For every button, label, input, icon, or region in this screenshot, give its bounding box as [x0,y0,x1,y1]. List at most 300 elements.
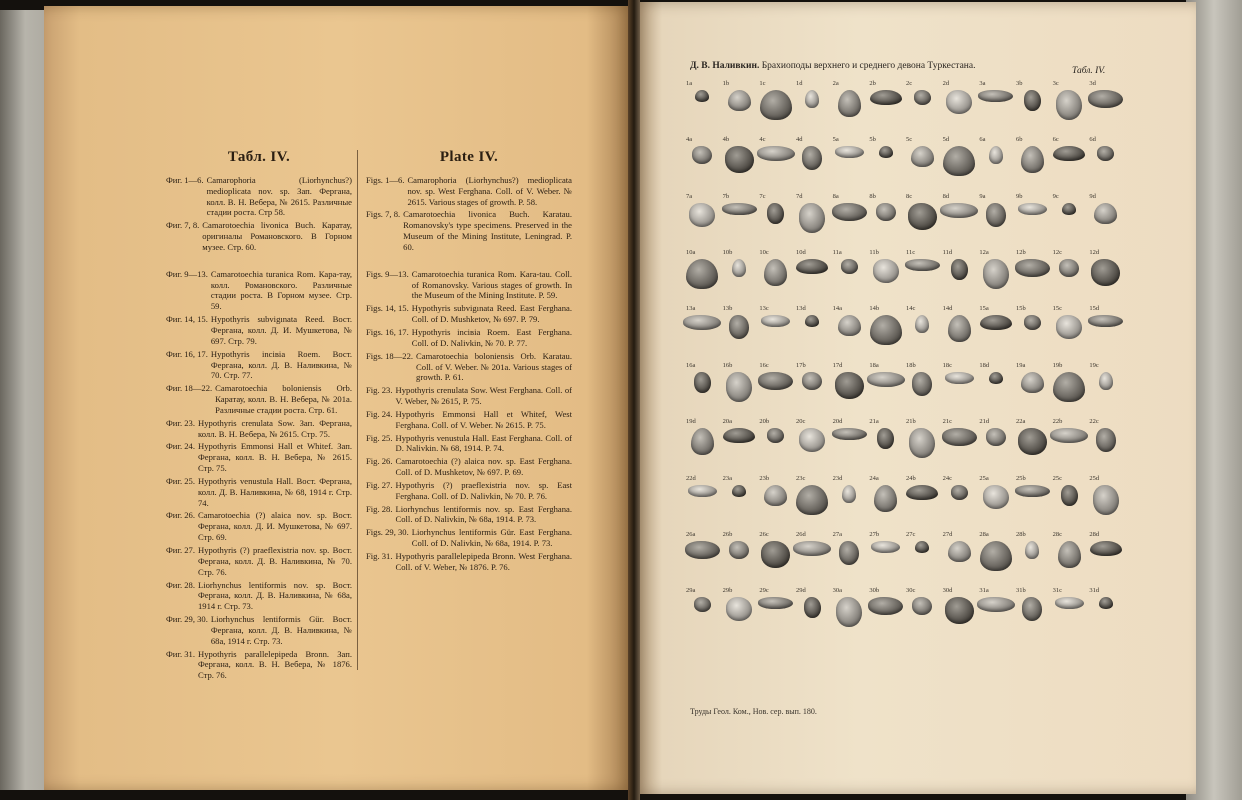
brachiopod-specimen [989,372,1003,384]
specimen-label: 6a [979,136,986,144]
brachiopod-specimen [732,485,746,497]
russian-caption-entry [166,649,352,682]
caption-text: Liorhynchus lentiformis Gür. East Ferghana. Coll. of D. Nalivkin, № 68a, 1914. P. 73. [411,527,572,549]
english-caption-entry [366,527,572,549]
specimen-label: 25b [1016,474,1026,482]
russian-caption-entry [166,269,352,312]
russian-caption-entry [166,383,352,416]
english-caption-entry [366,327,572,349]
specimen-label: 28d [1089,530,1100,538]
plate-number-label: Табл. IV. [1072,66,1106,76]
russian-plate-title: Табл. IV. [227,149,291,165]
brachiopod-specimen [951,259,968,280]
caption-text: Camarotoechia turanica Rom. Kara-tau. Coll. of Romanovsky. Various stages of growth. In the Museum of the Mining Institute. P. 59. [411,268,572,301]
brachiopod-specimen [732,259,746,277]
brachiopod-specimen [758,372,793,390]
brachiopod-specimen [835,146,864,158]
specimen-label: 15a [979,305,989,313]
brachiopod-specimen [695,90,709,102]
specimen-label: 14c [906,305,916,313]
brachiopod-specimen [1091,259,1120,286]
brachiopod-specimen [688,485,717,497]
specimen-label: 25c [1052,474,1063,482]
brachiopod-specimen [980,315,1012,330]
brachiopod-specimen [1059,259,1079,277]
specimen-label: 30d [942,587,953,595]
english-caption-entry [366,409,572,431]
caption-figure-number: Фиг. 24. [166,441,195,452]
caption-text: Liorhynchus lentiformis Gür. Вост. Фергана, колл. Д. В. Наливкина, № 68а, 1914 г. Стр. 73. [210,614,352,646]
caption-figure-number: Фиг. 16, 17. [166,348,208,359]
brachiopod-specimen [915,541,929,553]
specimen-label: 7d [796,192,803,200]
specimen-label: 15c [1052,305,1063,313]
caption-figure-number: Фиг. 26. [166,510,195,521]
specimen-label: 2c [906,80,913,87]
specimen-label: 27b [869,530,880,538]
caption-figure-number: Фиг. 28. [166,579,195,590]
brachiopod-specimen [1015,485,1050,497]
brachiopod-specimen [871,541,900,553]
specimen-label: 23a [722,474,733,482]
specimen-label: 11a [832,249,842,257]
specimen-label: 21d [979,418,990,426]
brachiopod-specimen [983,259,1009,289]
brachiopod-specimen [729,541,749,559]
caption-text: Hypothyris inciвiа Roem. East Ferghana. Coll. of D. Nalivkin, № 70. P. 77. [411,326,572,348]
brachiopod-specimen [912,597,932,615]
brachiopod-specimen [945,597,974,624]
specimen-label: 1a [686,80,693,87]
brachiopod-specimen [977,597,1015,612]
specimen-label: 30b [869,587,880,595]
specimen-label: 6c [1052,136,1059,144]
specimen-label: 9c [1052,192,1059,200]
brachiopod-specimen [1024,315,1041,330]
specimen-label: 22b [1052,418,1063,426]
specimen-label: 16b [722,361,733,369]
russian-caption-entry [166,418,352,440]
specimen-label: 28a [979,530,989,538]
fossil-plate [684,80,1124,700]
caption-text: Hypothyris subvigınata Reed. Вост. Фергана, колл. Д. И. Мушкетова, № 697. Стр. 79. [210,314,352,346]
specimen-label: 26d [796,530,806,538]
caption-figure-number: Fig. 23. [366,385,393,396]
specimen-label: 18b [906,361,916,369]
caption-figure-number: Фиг. 14, 15. [166,314,208,325]
caption-text: Camarotoechia (?) alaica nov. sp. East Ferghana. Coll. of D. Mushketov, № 697. P. 69. [395,456,572,478]
caption-figure-number: Фиг. 9—13. [166,268,208,279]
caption-text: Hypothyris venustula Hall. East Ferghana. Coll. of D. Nalivkin. № 68, 1914. P. 74. [395,432,572,454]
caption-figure-number: Fig. 28. [366,503,393,514]
english-caption-entry [366,175,572,208]
brachiopod-specimen [838,90,861,117]
english-caption-entry [366,551,572,573]
specimen-label: 23b [759,474,770,482]
brachiopod-specimen [1055,597,1084,609]
brachiopod-specimen [692,146,712,164]
brachiopod-specimen [905,259,940,271]
specimen-label: 20a [722,418,733,426]
caption-figure-number: Fig. 24. [366,408,393,419]
specimen-label: 5b [869,136,876,144]
brachiopod-specimen [1018,428,1047,455]
caption-text: Camarotoechia (?) alaica nov. sp. Вост. Фергана, колл. Д. И. Мушкетова, № 697. Стр. 69. [197,510,352,543]
brachiopod-specimen [685,541,720,559]
specimen-label: 27d [942,530,953,538]
brachiopod-specimen [793,541,831,556]
brachiopod-specimen [838,315,861,336]
brachiopod-specimen [836,597,862,627]
brachiopod-specimen [908,203,937,230]
brachiopod-specimen [1099,597,1113,609]
specimen-label: 16c [759,361,769,369]
specimen-label: 12a [979,249,989,257]
brachiopod-specimen [948,315,971,342]
specimen-label: 17b [796,361,806,369]
brachiopod-specimen [911,146,934,167]
caption-text: Camarotoechia livonica Buch. Каратау, оригиналы Романовского. В Горном музее. Стр. 60. [202,220,352,252]
specimen-label: 13d [796,305,806,313]
russian-caption-entry [166,510,352,543]
specimen-label: 28c [1052,530,1063,538]
book-gutter [628,0,640,800]
brachiopod-specimen [691,428,714,455]
specimen-label: 10b [722,249,733,257]
specimen-label: 8d [942,192,950,200]
caption-text: Hypothyris Emmonsi Hall et Whitef, West Ferghana. Coll. of V. Weber. № 2615. P. 75. [395,408,572,430]
caption-text: Hypothyris crenulata Sow. West Ferghana. Coll. of V. Weber, № 2615, P. 75. [395,385,572,407]
brachiopod-specimen [1053,146,1085,161]
brachiopod-specimen [1058,541,1081,568]
brachiopod-specimen [1093,485,1119,515]
brachiopod-specimen [1061,485,1078,506]
russian-caption-entry [166,349,352,382]
brachiopod-specimen [728,90,751,111]
english-caption-entry [366,303,572,325]
russian-caption-entry [166,476,352,509]
specimen-label: 10d [796,249,806,257]
brachiopod-specimen [726,597,752,621]
english-caption-list [366,175,572,573]
russian-caption-column [166,149,352,683]
specimen-label: 20b [759,418,770,426]
brachiopod-specimen [1024,90,1041,111]
specimen-label: 13c [759,305,769,313]
brachiopod-specimen [799,428,825,452]
caption-figure-number: Фиг. 27. [166,545,195,555]
specimen-label: 21a [869,418,879,426]
specimen-label: 24c [942,474,953,482]
specimen-label: 10a [686,249,696,257]
brachiopod-specimen [805,90,819,108]
caption-figure-number: Figs. 7, 8. [366,209,401,220]
brachiopod-specimen [767,203,784,224]
english-caption-entry [366,351,572,384]
brachiopod-specimen [876,203,896,221]
caption-figure-number: Fig. 31. [366,551,393,561]
specimen-label: 18a [869,361,879,369]
brachiopod-specimen [1094,203,1117,224]
specimen-label: 25d [1089,474,1100,482]
specimen-label: 6d [1089,136,1096,144]
brachiopod-specimen [951,485,968,500]
caption-figure-number: Figs. 14, 15. [366,303,409,314]
brachiopod-specimen [1090,541,1122,556]
specimen-label: 16a [686,361,696,369]
caption-figure-number: Figs. 9—13. [366,268,409,279]
brachiopod-specimen [983,485,1009,509]
brachiopod-specimen [870,315,902,345]
specimen-label: 14d [942,305,953,313]
brachiopod-specimen [1096,428,1116,452]
brachiopod-specimen [796,259,828,274]
specimen-label: 4a [686,136,693,144]
brachiopod-specimen [757,146,795,161]
brachiopod-specimen [870,90,902,105]
brachiopod-specimen [841,259,858,274]
specimen-label: 23c [796,474,806,482]
specimen-label: 31b [1016,587,1026,595]
specimen-label: 15b [1016,305,1026,313]
specimen-label: 22c [1089,418,1099,426]
caption-figure-number: Figs. 29, 30. [366,527,409,538]
specimen-label: 18d [979,361,990,369]
specimen-label: 2b [869,80,876,87]
specimen-label: 9d [1089,192,1096,200]
caption-figure-number: Figs. 18—22. [366,350,414,361]
brachiopod-specimen [832,203,867,221]
specimen-label: 22a [1016,418,1026,426]
specimen-label: 29d [796,587,806,595]
specimen-label: 31d [1089,587,1100,595]
russian-caption-entry [166,580,352,613]
caption-text: Hypothyris parallelepipeda Bronn. Зап. Фергана, колл. В. Н. Вебера, № 1876. Стр. 76. [197,648,352,681]
specimen-label: 7a [686,192,693,200]
brachiopod-specimen [689,203,715,227]
specimen-label: 2a [832,80,839,87]
specimen-label: 3a [979,80,986,87]
specimen-label: 26b [722,530,733,538]
caption-text: Hypothyris parallelepipeda Bronn. West Ferghana. Coll. of V. Weber, № 1876. P. 76. [395,551,572,572]
specimen-label: 13a [686,305,696,313]
specimen-label: 9a [979,192,986,200]
english-plate-title: Plate IV. [439,149,499,165]
specimen-label: 23d [832,474,843,482]
caption-figure-number: Figs. 1—6. [366,174,405,185]
english-caption-column [366,149,572,575]
brachiopod-specimen [1062,203,1076,215]
specimen-label: 4d [796,136,803,144]
russian-caption-entry [166,441,352,474]
caption-figure-number: Fig. 27. [366,479,393,490]
specimen-label: 14b [869,305,880,313]
caption-text: Liorhynchus lentiformis nov. sp. Вост. Фергана, колл. Д. В. Наливкина, № 68а, 1914 г. Стр. 73. [197,579,352,612]
caption-text: Camarotoechia livonica Buch. Karatau. Romanovsky's type specimens. Preserved in the Museum of the Mining Institute, Leningrad. P. 60. [403,209,572,252]
specimen-label: 20d [832,418,843,426]
brachiopod-specimen [879,146,893,158]
specimen-label: 27c [906,530,916,538]
brachiopod-specimen [764,259,787,286]
specimen-label: 19d [686,418,696,426]
brachiopod-specimen [761,315,790,327]
brachiopod-specimen [914,90,931,105]
specimen-label: 17d [832,361,843,369]
brachiopod-specimen [799,203,825,233]
specimen-label: 9b [1016,192,1023,200]
specimen-label: 10c [759,249,769,257]
specimen-label: 29a [686,587,696,595]
specimen-label: 28b [1016,530,1026,538]
brachiopod-specimen [945,372,974,384]
caption-figure-number: Фиг. 29, 30. [166,614,208,625]
english-caption-entry [366,385,572,407]
caption-text: Hypothyris (?) praeflexistria nov. sp. East Ferghana. Coll. of D. Nalivkin, № 70. P. 76. [395,479,572,501]
brachiopod-specimen [946,90,972,114]
specimen-label: 5c [906,136,913,144]
brachiopod-specimen [1088,90,1123,108]
brachiopod-specimen [1097,146,1114,161]
specimen-label: 3d [1089,80,1096,87]
brachiopod-specimen [686,259,718,289]
brachiopod-specimen [805,315,819,327]
specimen-label: 1b [722,80,730,87]
brachiopod-specimen [722,203,757,215]
specimen-label: 11b [869,249,879,257]
specimen-label: 15d [1089,305,1100,313]
brachiopod-specimen [942,428,977,446]
caption-figure-number: Fig. 25. [366,432,393,443]
caption-figure-number: Fig. 26. [366,456,393,467]
brachiopod-specimen [729,315,749,339]
brachiopod-specimen [868,597,903,615]
caption-text: Hypothyris crenulata Sow. Зап. Фергана, колл. В. Н. Вебера, № 2615. Стр. 75. [197,417,352,439]
specimen-label: 8c [906,192,913,200]
brachiopod-specimen [986,203,1006,227]
russian-caption-entry [166,614,352,647]
brachiopod-specimen [683,315,721,330]
brachiopod-specimen [758,597,793,609]
specimen-label: 21c [942,418,953,426]
brachiopod-specimen [867,372,905,387]
specimen-label: 24a [869,474,879,482]
specimen-label: 12c [1052,249,1063,257]
specimen-label: 21b [906,418,916,426]
specimen-label: 31c [1052,587,1063,595]
specimen-label: 3c [1052,80,1059,87]
specimen-label: 19b [1052,361,1063,369]
caption-figure-number: Figs. 16, 17. [366,326,409,337]
specimen-label: 22d [686,474,696,482]
brachiopod-specimen [915,315,929,333]
caption-text: Hypothyris venustula Hall. Вост. Фергана, колл. Д. В. Наливкина, № 68, 1914 г. Стр. 74. [197,475,352,508]
specimen-label: 5a [832,136,839,144]
brachiopod-specimen [839,541,859,565]
specimen-label: 1d [796,80,803,87]
caption-figure-number: Фиг. 23. [166,417,195,428]
brachiopod-specimen [873,259,899,283]
specimen-label: 8b [869,192,876,200]
caption-text: Hypothyris subvigınata Reed. East Ferghana. Coll. of D. Mushketov, № 697. P. 79. [411,303,572,325]
caption-figure-number: Фиг. 25. [166,475,195,486]
specimen-label: 3b [1016,80,1023,87]
english-caption-entry [366,456,572,478]
brachiopod-specimen [802,146,822,170]
brachiopod-specimen [725,146,754,173]
caption-figure-number: Фиг. 18—22. [166,383,213,394]
column-divider [357,150,358,670]
brachiopod-specimen [723,428,755,443]
specimen-label: 18c [942,361,953,369]
brachiopod-specimen [726,372,752,402]
caption-figure-number: Фиг. 7, 8. [166,220,200,231]
brachiopod-specimen [760,90,792,120]
brachiopod-specimen [877,428,894,449]
caption-text: Hypothyris Emmonsi Hall et Whitef. Зап. Фергана, колл. В. Н. Вебера, № 2615. Стр. 75. [197,441,352,474]
brachiopod-specimen [912,372,932,396]
page-footer: Труды Геол. Ком., Нов. сер. вып. 180. [690,707,817,716]
brachiopod-specimen [1099,372,1113,390]
russian-caption-entry [166,545,352,578]
brachiopod-specimen [802,372,822,390]
specimen-label: 26a [686,530,696,538]
brachiopod-specimen [986,428,1006,446]
brachiopod-specimen [989,146,1003,164]
specimen-label: 5d [942,136,950,144]
brachiopod-specimen [980,541,1012,571]
caption-figure-number: Фиг. 31. [166,648,195,659]
brachiopod-specimen [1021,372,1044,393]
caption-text: Camarotoechia boloniensis Orb. Karatau. Coll. of V. Weber. № 201a. Various stages of growth. P. 61. [416,350,572,383]
russian-caption-entry [166,175,352,218]
brachiopod-specimen [694,597,711,612]
specimen-label: 29c [759,587,769,595]
specimen-label: 1c [759,80,766,87]
specimen-label: 19a [1016,361,1026,369]
russian-caption-entry [166,220,352,253]
english-caption-entry [366,504,572,526]
specimen-label: 25a [979,474,989,482]
caption-text: Liorhynchus lentiformis nov. sp. East Ferghana. Coll. of D. Nalivkin, № 68a, 1914. P. 73. [395,503,572,525]
brachiopod-specimen [940,203,978,218]
caption-text: Camarophoria (Liorhynchus?) medioplicata nov. sp. Зап. Фергана, колл. В. Н. Вебера, № 2615. Различные стадии роста. Стр 58. [206,174,352,218]
english-caption-entry [366,209,572,252]
brachiopod-specimen [906,485,938,500]
brachiopod-specimen [832,428,867,440]
russian-caption-list [166,175,352,681]
brachiopod-specimen [1015,259,1050,277]
caption-text: Camarophoria (Liorhynchus?) medioplicata nov. sp. West Ferghana. Coll. of V. Weber. № 2615. Various stages of growth. P. 58. [407,174,572,207]
caption-text: Hypothyris inciвiа Roem. Вост. Фергана, колл. Д. В. Наливкина, № 70. Стр. 77. [210,348,352,381]
specimen-label: 19c [1089,361,1099,369]
brachiopod-specimen [909,428,935,458]
brachiopod-specimen [835,372,864,399]
brachiopod-specimen [1025,541,1039,559]
specimen-label: 31a [979,587,989,595]
specimen-label: 8a [832,192,839,200]
brachiopod-specimen [948,541,971,562]
specimen-label: 30c [906,587,916,595]
english-caption-entry [366,433,572,455]
brachiopod-specimen [804,597,821,618]
specimen-label: 7c [759,192,766,200]
specimen-label: 6b [1016,136,1023,144]
specimen-label: 4c [759,136,766,144]
specimen-label: 24b [906,474,916,482]
brachiopod-specimen [1021,146,1044,173]
brachiopod-specimen [1053,372,1085,402]
specimen-label: 11d [942,249,953,257]
